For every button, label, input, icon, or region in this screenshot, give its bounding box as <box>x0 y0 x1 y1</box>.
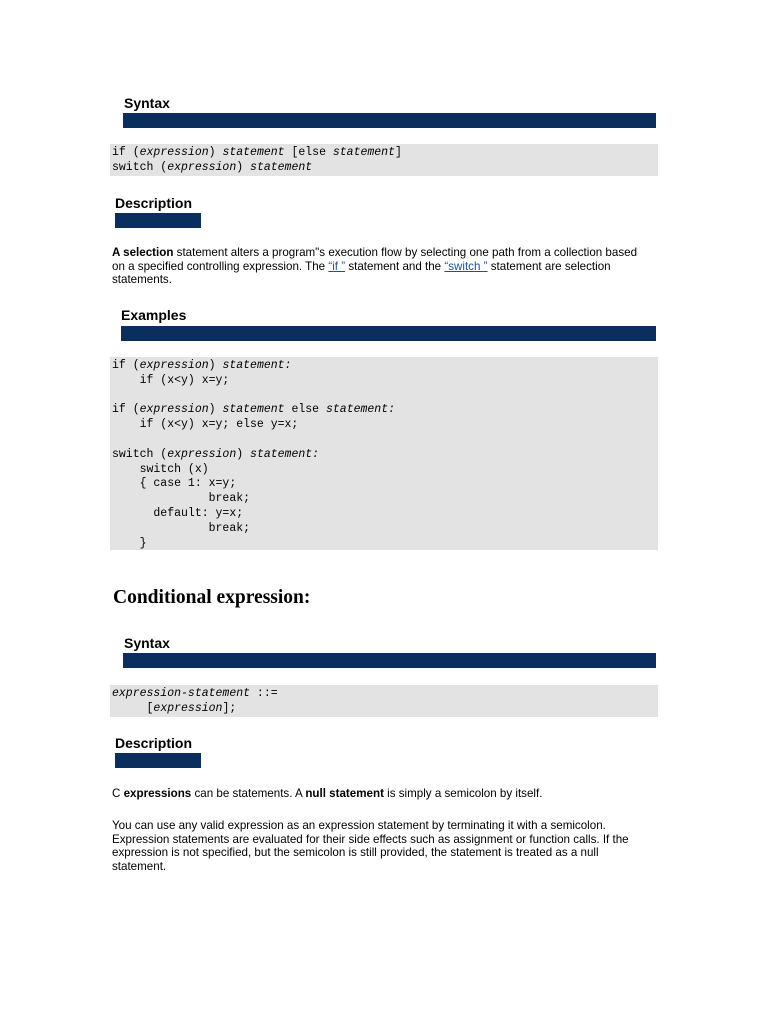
description-heading: Description <box>115 735 193 751</box>
code-text: ) <box>208 146 223 159</box>
code-text: ) <box>208 359 223 372</box>
code-placeholder: expression <box>139 146 209 159</box>
code-line <box>112 687 658 702</box>
bold-term: null statement <box>305 787 384 800</box>
code-line <box>112 359 658 374</box>
syntax-heading-bar <box>123 653 656 668</box>
code-text: ]; <box>222 701 237 715</box>
code-text: switch (x) <box>112 462 209 476</box>
code-placeholder: expression <box>153 701 223 715</box>
code-line <box>112 702 658 717</box>
description-paragraph <box>112 246 652 287</box>
code-placeholder: expression <box>139 403 209 417</box>
code-line <box>112 477 658 492</box>
code-placeholder: expression <box>139 359 209 372</box>
code-text: else <box>284 403 326 417</box>
code-text: { case 1: x=y; <box>112 477 237 491</box>
code-text: ) <box>208 403 223 417</box>
description-heading-bar <box>115 753 201 768</box>
code-placeholder: statement <box>250 160 313 174</box>
bold-term: expressions <box>123 787 192 800</box>
code-line <box>112 389 658 404</box>
syntax-heading-bar <box>123 113 656 128</box>
examples-heading: Examples <box>121 307 187 323</box>
code-placeholder: expression-statement <box>112 687 251 700</box>
description-text: is simply a semicolon by itself. <box>383 787 543 800</box>
code-line <box>112 146 658 161</box>
code-placeholder: expression <box>167 447 237 461</box>
code-placeholder: statement: <box>325 403 395 417</box>
switch-link[interactable]: “switch ” <box>444 259 488 273</box>
code-text: if ( <box>112 359 140 372</box>
code-placeholder: statement: <box>222 359 292 372</box>
code-line <box>112 507 658 522</box>
if-link[interactable]: “if ” <box>328 259 346 273</box>
description-heading-bar <box>115 213 201 228</box>
bold-term: A selection <box>112 246 174 259</box>
code-text: [ <box>112 701 154 715</box>
code-text: if ( <box>112 403 140 417</box>
code-placeholder: statement <box>332 146 395 159</box>
code-text: break; <box>112 492 251 506</box>
code-line <box>112 433 658 448</box>
code-text: break; <box>112 521 251 535</box>
code-placeholder: statement: <box>250 447 320 461</box>
description-heading: Description <box>115 195 193 211</box>
code-text: switch ( <box>112 447 168 461</box>
code-placeholder: expression <box>167 160 237 174</box>
code-text: ::= <box>250 687 278 700</box>
code-text: ) <box>236 447 251 461</box>
code-text: if (x<y) x=y; <box>112 373 230 387</box>
code-line <box>112 492 658 507</box>
code-line <box>112 161 658 176</box>
syntax-heading: Syntax <box>124 635 170 651</box>
code-text: default: y=x; <box>112 506 244 520</box>
code-line <box>112 403 658 418</box>
section-title: Conditional expression: <box>113 587 311 608</box>
code-line <box>112 463 658 478</box>
code-placeholder: statement <box>222 403 285 417</box>
code-text: if ( <box>112 146 140 159</box>
code-line <box>112 448 658 463</box>
code-line <box>112 537 658 552</box>
syntax-heading: Syntax <box>124 95 170 111</box>
description-text: statement and the <box>345 259 445 273</box>
syntax-code-block <box>110 144 658 176</box>
description-paragraph-2: You can use any valid expression as an expression statement by terminating it with a semicolon. Expression statements are evaluated for their side effects such as assignment or function calls. If the expression is not specified, but the semicolon is still provided, the statement is treated as a null statement. <box>112 819 629 873</box>
examples-heading-bar <box>121 326 656 341</box>
code-text: switch ( <box>112 160 168 174</box>
code-line <box>112 374 658 389</box>
description-text: C <box>112 787 124 800</box>
code-line <box>112 418 658 433</box>
syntax-code-block <box>110 685 658 717</box>
code-text: [else <box>284 146 333 159</box>
code-placeholder: statement <box>222 146 285 159</box>
code-text: ) <box>236 160 251 174</box>
code-text: } <box>112 536 147 550</box>
description-text: statement alters a program"s execution flow by selecting one path from a collection based on a specified controlling expression. The <box>112 246 638 273</box>
description-text: can be statements. A <box>191 787 306 800</box>
code-line <box>112 522 658 537</box>
code-text: ] <box>395 146 402 159</box>
description-text: statement are selection statements. <box>112 259 611 287</box>
code-text: if (x<y) x=y; else y=x; <box>112 418 299 432</box>
description-paragraph <box>112 787 652 801</box>
examples-code-block <box>110 357 658 550</box>
